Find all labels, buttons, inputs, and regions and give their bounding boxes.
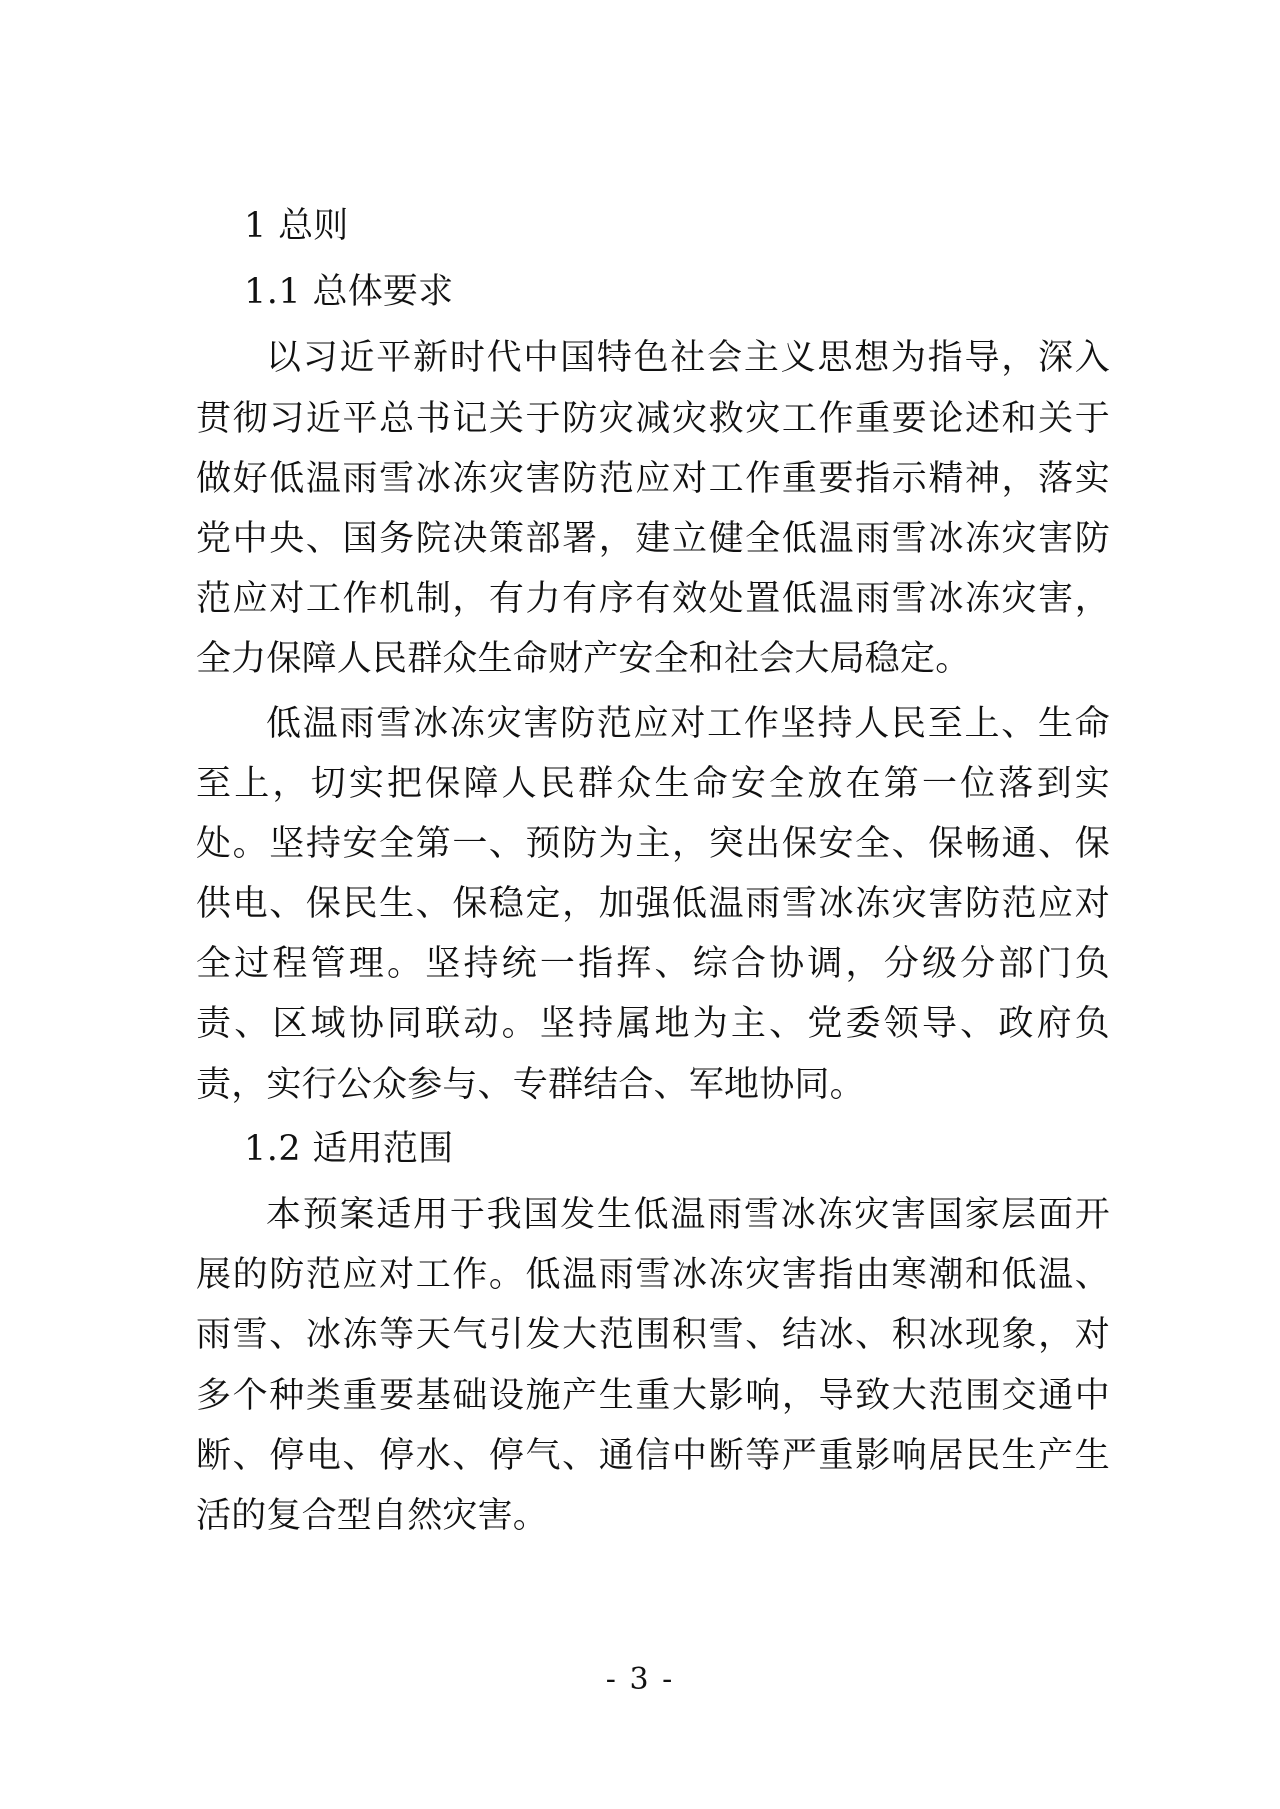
heading-text: 总体要求 (312, 272, 454, 313)
paragraph: 本预案适用于我国发生低温雨雪冰冻灾害国家层面开展的防范应对工作。低温雨雪冰冻灾害指由寒潮和低温、雨雪、冰冻等天气引发大范围积雪、结冰、积冰现象，对多个种类重要基础设施产生重大影响，导致大范围交通中断、停电、停水、停气、通信中断等严重影响居民生产生活的复合型自然灾害。 (196, 1195, 1110, 1536)
page-footer: - 3 - (605, 1662, 675, 1697)
paragraph: 以习近平新时代中国特色社会主义思想为指导，深入贯彻习近平总书记关于防灾减灾救灾工作重要论述和关于做好低温雨雪冰冻灾害防范应对工作重要指示精神，落实党中央、国务院决策部署，建立健全低温雨雪冰冻灾害防范应对工作机制，有力有序有效处置低温雨雪冰冻灾害，全力保障人民群众生命财产安全和社会大局稳定。 (196, 338, 1110, 680)
heading-number: 1.1 (244, 272, 302, 313)
heading-number: 1 (244, 206, 267, 246)
heading-text: 适用范围 (312, 1128, 454, 1169)
heading-section-1-2 (196, 1119, 1110, 1179)
document-body (196, 196, 1110, 1546)
heading-section-1-1 (196, 262, 1110, 322)
heading-number: 1.2 (244, 1128, 302, 1169)
paragraph: 低温雨雪冰冻灾害防范应对工作坚持人民至上、生命至上，切实把保障人民群众生命安全放在第一位落到实处。坚持安全第一、预防为主，突出保安全、保畅通、保供电、保民生、保稳定，加强低温雨雪冰冻灾害防范应对全过程管理。坚持统一指挥、综合协调，分级分部门负责、区域协同联动。坚持属地为主、党委领导、政府负责，实行公众参与、专群结合、军地协同。 (196, 703, 1110, 1105)
heading-section-1 (196, 196, 1110, 256)
heading-text: 总则 (278, 206, 349, 246)
